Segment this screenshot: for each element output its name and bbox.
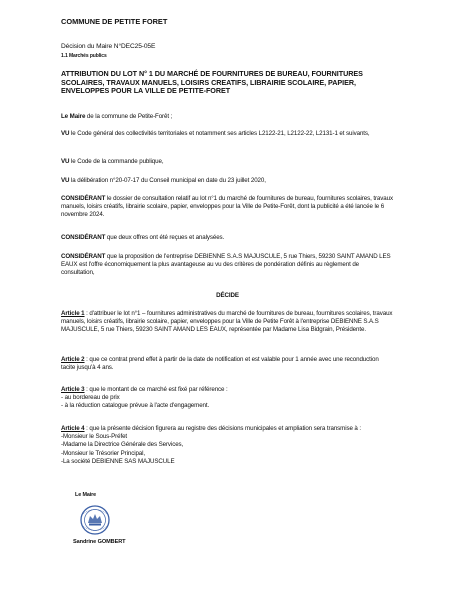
list-item: -Madame la Directrice Générale des Services, xyxy=(61,441,184,449)
article-lead: Article 1 xyxy=(61,310,85,317)
visa-text: le Code général des collectivités territoriales et notamment ses articles L2122-21, L2122-22, L2131-1 et suivants, xyxy=(69,130,370,137)
visa-2 xyxy=(61,158,394,166)
considerant-1 xyxy=(61,195,394,220)
considerant-lead: CONSIDÉRANT xyxy=(61,253,106,260)
signature-name: Sandrine GOMBERT xyxy=(73,539,126,546)
considerant-lead: CONSIDÉRANT xyxy=(61,195,106,202)
visa-text: la délibération n°20-07-17 du Conseil municipal en date du 23 juillet 2020, xyxy=(69,177,266,184)
article-3-list xyxy=(61,394,394,410)
decide-heading: DÉCIDE xyxy=(216,292,239,299)
considerant-lead: CONSIDÉRANT xyxy=(61,234,106,241)
article-lead: Article 4 xyxy=(61,425,85,432)
decision-number: Décision du Maire N°DEC25-05E xyxy=(61,43,156,50)
considerant-text: le dossier de consultation relatif au lot n°1 du marché de fournitures de bureau, fournitures scolaires, travaux manuels, loisirs créatifs, librairie scolaire, papier, enveloppes pour la Ville de Petite-Forêt, dont la publicité a été lancée le 6 novembre 2024. xyxy=(61,195,393,219)
article-text: : d'attribuer le lot n°1 – fournitures administratives du marché de fournitures de bureau, fournitures scolaires, travaux manuels, loisirs créatifs, librairie scolaire, papier, enveloppes pour la Ville de Petite Forêt à l'entreprise DEBIENNE S.A.S MAJUSCULE, 5 rue Thiers, 59230 SAINT AMAND LES EAUX, représentée par Madame Lisa Bidgrain, Présidente. xyxy=(61,310,393,334)
article-2 xyxy=(61,356,394,372)
visa-lead: VU xyxy=(61,177,70,184)
intro-rest: de la commune de Petite-Forêt ; xyxy=(85,113,173,120)
article-text: : que le montant de ce marché est fixé par référence : xyxy=(84,386,228,393)
list-item: -La société DEBIENNE SAS MAJUSCULE xyxy=(61,457,175,465)
considerant-text: que deux offres ont été reçues et analysées. xyxy=(105,234,225,241)
city-seal-icon xyxy=(75,504,117,536)
article-lead: Article 3 xyxy=(61,386,85,393)
visa-lead: VU xyxy=(61,130,70,137)
list-item: - au bordereau de prix xyxy=(61,394,120,402)
commune-name: COMMUNE DE PETITE FORET xyxy=(61,17,168,26)
list-item: -Monsieur le Trésorier Principal, xyxy=(61,449,146,457)
article-4-list xyxy=(61,433,394,466)
visa-lead: VU xyxy=(61,158,70,165)
decision-category: 1.1 Marchés publics xyxy=(61,53,107,59)
article-text: : que ce contrat prend effet à partir de la date de notification et est valable pour 1 année avec une reconduction tacite jusqu'à 4 ans. xyxy=(61,356,379,372)
decision-title: ATTRIBUTION DU LOT N° 1 DU MARCHÉ DE FOURNITURES DE BUREAU, FOURNITURES SCOLAIRES, TRAVAUX MANUELS, LOISIRS CREATIFS, LIBRAIRIE SCOLAIRE, PAPIER, ENVELOPPES POUR LA VILLE DE PETITE-FORET xyxy=(61,69,363,96)
article-4 xyxy=(61,425,394,466)
signature-title: Le Maire xyxy=(75,492,97,498)
list-item: - à la réduction catalogue prévue à l'acte d'engagement. xyxy=(61,402,210,410)
article-lead: Article 2 xyxy=(61,356,85,363)
intro-paragraph xyxy=(61,113,394,121)
intro-mayor: Le Maire xyxy=(61,113,86,120)
article-3 xyxy=(61,386,394,411)
article-1 xyxy=(61,310,394,335)
visa-3 xyxy=(61,177,394,185)
visa-text: le Code de la commande publique, xyxy=(69,158,164,165)
considerant-3 xyxy=(61,253,394,278)
considerant-2 xyxy=(61,234,394,242)
article-text: : que la présente décision figurera au registre des décisions municipales et ampliation sera transmise à : xyxy=(84,425,362,432)
list-item: -Monsieur le Sous-Préfet xyxy=(61,433,128,441)
visa-1 xyxy=(61,130,394,138)
signature-block xyxy=(73,492,143,547)
considerant-text: que la proposition de l'entreprise DEBIENNE S.A.S MAJUSCULE, 5 rue Thiers, 59230 SAINT AMAND LES EAUX est l'offre économiquement la plus avantageuse au vu des critères de pondération définis au règlement de consultation, xyxy=(61,253,391,277)
